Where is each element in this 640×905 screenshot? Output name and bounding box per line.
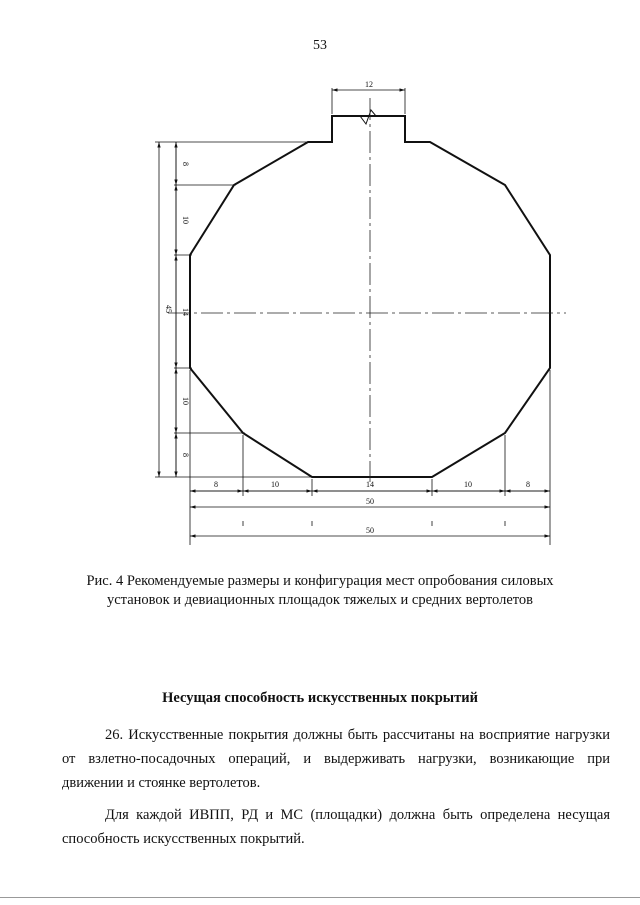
dim-bottom-seg-3: 14 <box>366 480 374 489</box>
dim-left-seg-top: 8 <box>181 162 190 166</box>
paragraph-26: 26. Искусственные покрытия должны быть рассчитаны на восприятие нагрузки от взлетно-посадочных операций, и выдерживать нагрузки, возникающие при движении и стоянке вертолетов. <box>62 727 610 791</box>
dim-left-seg-mid: 14 <box>181 308 190 316</box>
dim-total-width-2: 50 <box>366 526 374 535</box>
dim-bottom-seg-1: 8 <box>214 480 218 489</box>
dim-bottom-seg-5: 8 <box>526 480 530 489</box>
figure-caption: Рис. 4 Рекомендуемые размеры и конфигурация мест опробования силовых установок и девиационных площадок тяжелых и средних вертолетов <box>86 573 554 608</box>
page-number: 53 <box>313 38 327 53</box>
dim-left-seg-lower: 10 <box>181 397 190 405</box>
page-bottom-edge <box>0 897 640 898</box>
dim-left-seg-bottom: 8 <box>181 453 190 457</box>
dim-bottom-seg-4: 10 <box>464 480 472 489</box>
dim-bottom-seg-2: 10 <box>271 480 279 489</box>
dim-left-seg-upper: 10 <box>181 216 190 224</box>
dim-left-total: 45 <box>164 305 173 313</box>
dim-total-width-1: 50 <box>366 497 374 506</box>
dim-top-width: 12 <box>365 80 373 89</box>
paragraph-bearing-capacity: Для каждой ИВПП, РД и МС (площадки) должна быть определена несущая способность искусственных покрытий. <box>62 807 610 847</box>
section-heading: Несущая способность искусственных покрытий <box>162 690 478 706</box>
